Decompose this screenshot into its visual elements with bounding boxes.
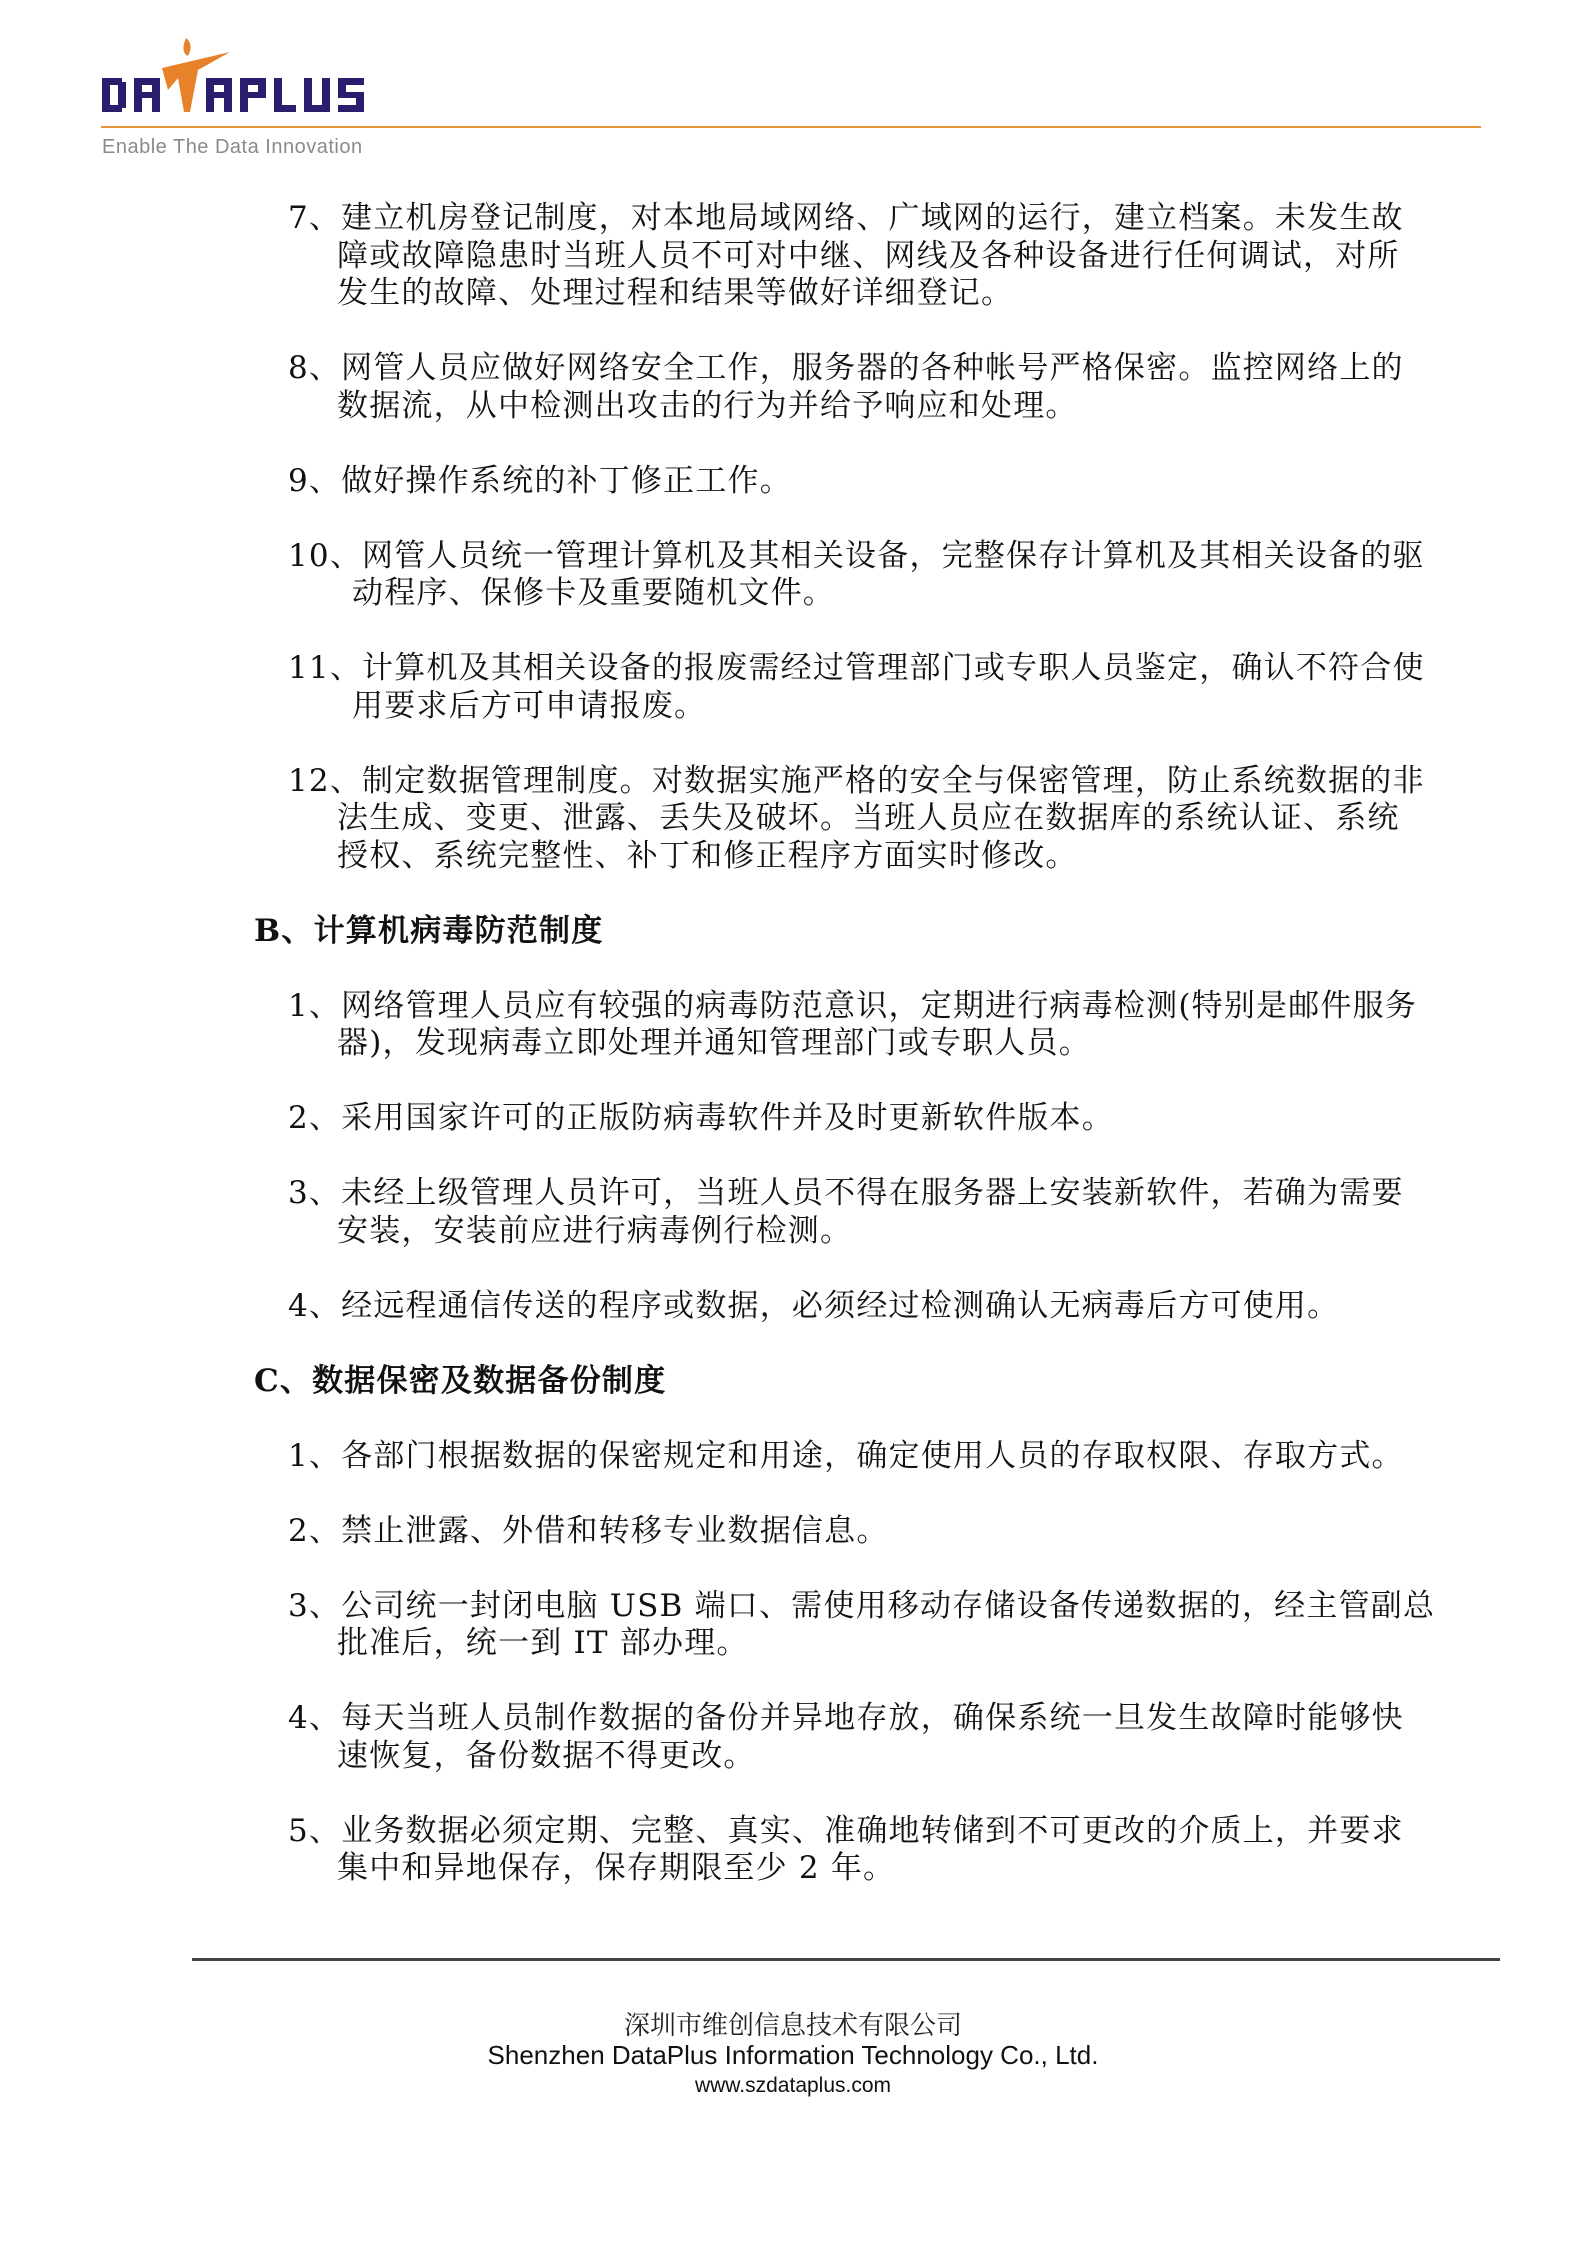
footer-divider	[192, 1958, 1500, 1961]
list-item	[0, 763, 1586, 876]
list-item-line: 5、业务数据必须定期、完整、真实、准确地转储到不可更改的介质上，并要求	[288, 1812, 1404, 1849]
list-item-line: 7、建立机房登记制度，对本地局域网络、广域网的运行，建立档案。未发生故	[288, 200, 1404, 236]
list-item-line: 2、禁止泄露、外借和转移专业数据信息。	[288, 1512, 889, 1549]
list-item-line: 授权、系统完整性、补丁和修正程序方面实时修改。	[337, 837, 1078, 874]
list-item-line: 发生的故障、处理过程和结果等做好详细登记。	[337, 275, 1014, 311]
list-item-line: 4、每天当班人员制作数据的备份并异地存放，确保系统一旦发生故障时能够快	[288, 1700, 1404, 1736]
list-item	[0, 1813, 1586, 1888]
list-item-line: 用要求后方可申请报废。	[352, 687, 707, 724]
list-item-line: 1、网络管理人员应有较强的病毒防范意识，定期进行病毒检测(特别是邮件服务	[288, 987, 1418, 1024]
list-item	[0, 1288, 1586, 1326]
list-item	[0, 1513, 1586, 1551]
document-body	[0, 200, 1586, 1925]
list-item-line: 法生成、变更、泄露、丢失及破坏。当班人员应在数据库的系统认证、系统	[337, 800, 1400, 836]
list-item	[0, 350, 1586, 425]
list-item-line: 8、网管人员应做好网络安全工作，服务器的各种帐号严格保密。监控网络上的	[288, 350, 1404, 386]
list-item-line: 批准后，统一到 IT 部办理。	[337, 1625, 749, 1661]
footer-company-en: Shenzhen DataPlus Information Technology Co., Ltd.	[487, 2040, 1099, 2070]
list-item	[0, 538, 1586, 613]
list-item-line: 1、各部门根据数据的保密规定和用途，确定使用人员的存取权限、存取方式。	[288, 1437, 1404, 1474]
list-item-line: 动程序、保修卡及重要随机文件。	[352, 575, 835, 611]
section-heading: C、数据保密及数据备份制度	[254, 1362, 667, 1399]
list-item-line: 安装，安装前应进行病毒例行检测。	[337, 1212, 853, 1249]
list-item	[0, 1700, 1586, 1775]
list-item	[0, 1438, 1586, 1476]
list-item	[0, 1100, 1586, 1138]
list-item-line: 集中和异地保存，保存期限至少 2 年。	[337, 1850, 896, 1886]
list-item-line: 2、采用国家许可的正版防病毒软件并及时更新软件版本。	[288, 1100, 1114, 1136]
list-item	[0, 463, 1586, 501]
list-item-line: 11、计算机及其相关设备的报废需经过管理部门或专职人员鉴定，确认不符合使	[288, 650, 1425, 686]
list-item-line: 数据流，从中检测出攻击的行为并给予响应和处理。	[337, 387, 1078, 424]
footer-website: www.szdataplus.com	[694, 2074, 892, 2097]
list-item	[0, 988, 1586, 1063]
list-item	[0, 650, 1586, 725]
list-item-line: 障或故障隐患时当班人员不可对中继、网线及各种设备进行任何调试，对所	[337, 237, 1400, 274]
list-item	[0, 200, 1586, 313]
footer-company-cn: 深圳市维创信息技术有限公司	[623, 2011, 962, 2041]
section-heading: B、计算机病毒防范制度	[254, 912, 604, 949]
list-item-line: 10、网管人员统一管理计算机及其相关设备，完整保存计算机及其相关设备的驱	[288, 537, 1425, 574]
list-item	[0, 1175, 1586, 1250]
list-item-line: 4、经远程通信传送的程序或数据，必须经过检测确认无病毒后方可使用。	[288, 1287, 1340, 1324]
list-item-line: 速恢复，备份数据不得更改。	[337, 1737, 756, 1774]
list-item-line: 器)，发现病毒立即处理并通知管理部门或专职人员。	[337, 1025, 1091, 1061]
list-item-line: 3、公司统一封闭电脑 USB 端口、需使用移动存储设备传递数据的，经主管副总	[288, 1587, 1436, 1624]
header-divider	[101, 126, 1481, 128]
list-item-line: 12、制定数据管理制度。对数据实施严格的安全与保密管理，防止系统数据的非	[288, 762, 1425, 799]
list-item-line: 9、做好操作系统的补丁修正工作。	[288, 462, 792, 499]
list-item-line: 3、未经上级管理人员许可，当班人员不得在服务器上安装新软件，若确为需要	[288, 1175, 1404, 1211]
list-item	[0, 1588, 1586, 1663]
dataplus-logo	[100, 30, 380, 120]
tagline: Enable The Data Innovation	[102, 136, 363, 158]
